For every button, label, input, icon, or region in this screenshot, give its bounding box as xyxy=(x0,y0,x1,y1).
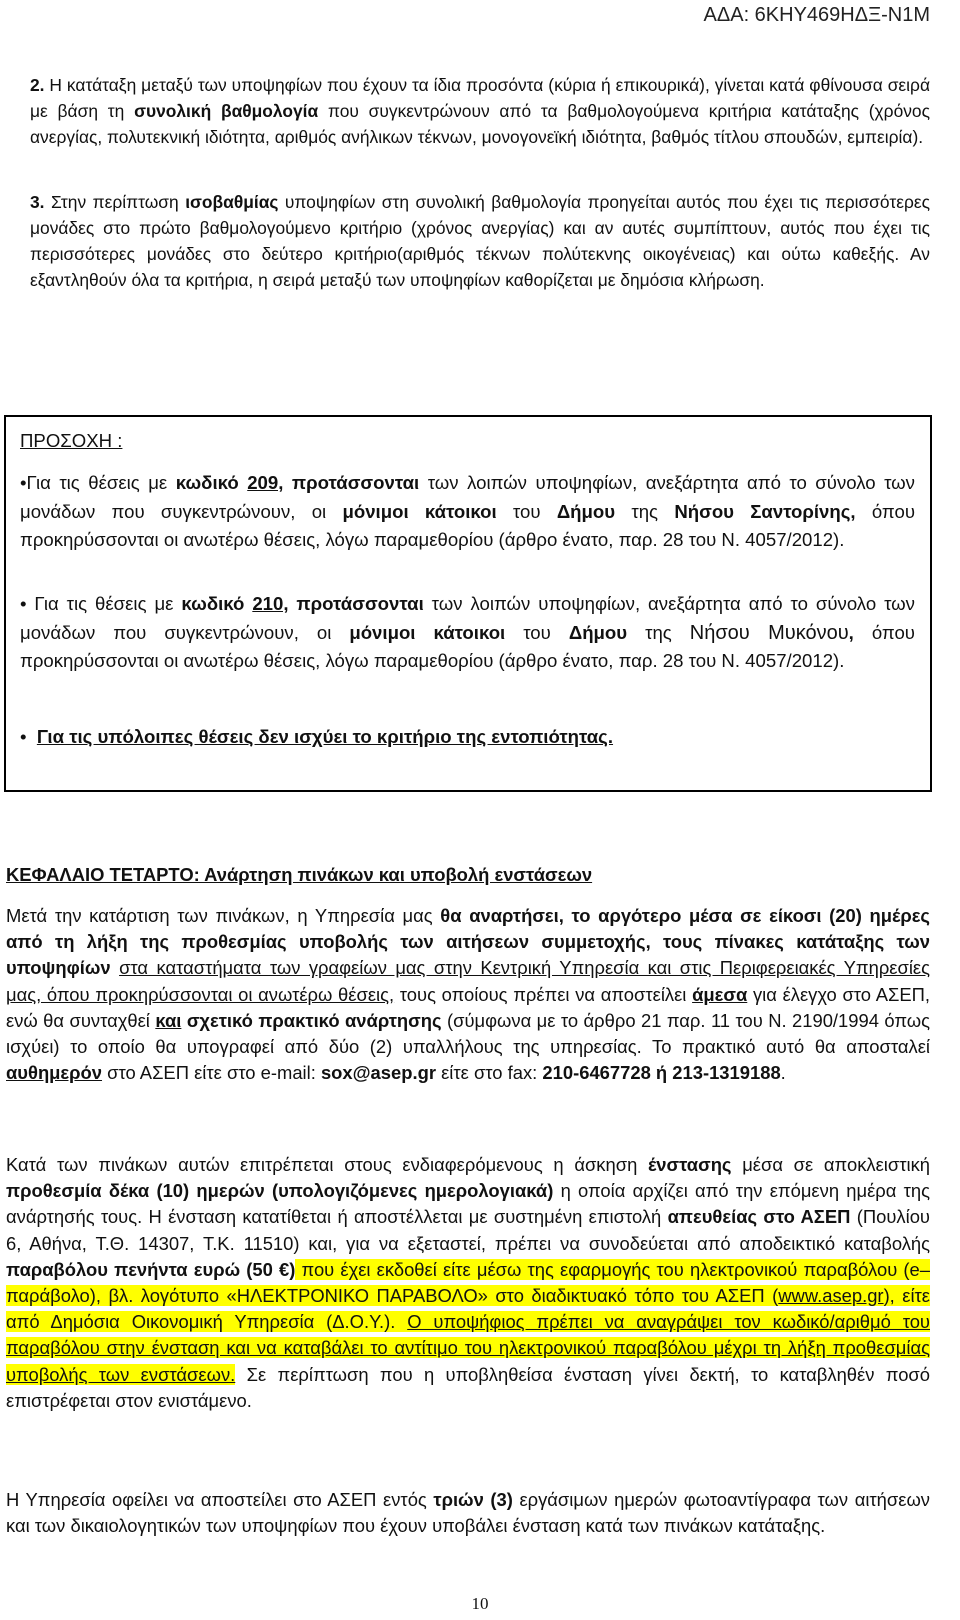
notice-item-other xyxy=(20,723,915,752)
text: . xyxy=(780,1062,786,1084)
paragraph-objection xyxy=(6,1152,930,1414)
bold-text: ισοβαθμίας xyxy=(185,192,279,212)
text: Νήσου Μυκόνου xyxy=(689,621,849,644)
bold-underlined-text: και xyxy=(155,1009,182,1031)
text: Σε περίπτωση που η υποβληθείσα ένσταση γίνει δεκτή, το καταβληθέν ποσό επιστρέφεται στον ενιστάμενο. xyxy=(6,1363,930,1411)
text: (σύμφωνα με το άρθρο 21 παρ. 11 του Ν. 2190/1994 όπως ισχύει) το οποίο θα υπογραφεί από δύο (2) υπαλλήλους της υπηρεσίας. Το πρακτικό αυτό θα αποσταλεί xyxy=(6,1009,931,1058)
underlined-text: στα καταστήματα των γραφείων μας στην Κεντρική Υπηρεσία και στις Περιφερειακές Υπηρεσίες μας, όπου προκηρύσσονται οι ανωτέρω θέσεις, xyxy=(6,957,930,1005)
code-210: 210, xyxy=(252,593,289,614)
text: όπου προκηρύσσονται οι ανωτέρω θέσεις, λόγω παραμεθορίου (άρθρο ένατο, παρ. 28 του Ν. 4057/2012). xyxy=(20,621,915,671)
text: του xyxy=(505,621,569,643)
text: που συγκεντρώνουν από τα βαθμολογούμενα κριτήρια κατάταξης (χρόνος ανεργίας, πολυτεκνική ιδιότητα, αριθμός ανήλικων τέκνων, μονογονεϊκή ιδιότητα, βαθμός τίτλου σπουδών, εμπειρία). xyxy=(30,101,930,147)
highlighted-text: ), είτε από Δημόσια Οικονομική Υπηρεσία (Δ.Ο.Υ.). xyxy=(6,1285,930,1333)
bold-text: Νήσου Σαντορίνης, xyxy=(674,500,856,522)
bold-text: , xyxy=(848,621,854,643)
paragraph-ranking xyxy=(30,72,930,150)
bold-text: Δήμου xyxy=(568,621,628,643)
highlighted-underlined-text: Ο υποψήφιος πρέπει να αναγράψει τον κωδικό/αριθμό του παραβόλου στην ένσταση και να καταβάλει το αντίτιμο του ηλεκτρονικού παραβόλου μέχρι τη λήξη προθεσμίας υποβολής των ενστάσεων. xyxy=(6,1311,930,1385)
page-number: 10 xyxy=(471,1594,489,1613)
text: της xyxy=(615,500,675,522)
bold-text: ένστασης xyxy=(648,1154,732,1175)
text: Η Υπηρεσία οφείλει να αποστείλει στο ΑΣΕΠ εντός xyxy=(6,1489,434,1510)
item-number: 2. xyxy=(30,75,45,95)
paragraph-posting xyxy=(6,903,930,1086)
text xyxy=(111,957,119,978)
ada-code: ΑΔΑ: 6ΚΗΥ469ΗΔΞ-Ν1Μ xyxy=(703,4,930,26)
email-address: sox@asep.gr xyxy=(320,1062,436,1084)
text: Κατά των πινάκων αυτών επιτρέπεται στους ενδιαφερόμενους η άσκηση xyxy=(6,1154,648,1175)
notice-item-210 xyxy=(20,590,915,676)
bold-underlined-text: άμεσα xyxy=(692,983,748,1005)
item-number: 3. xyxy=(30,192,45,212)
text: Μετά την κατάρτιση των πινάκων, η Υπηρεσία μας xyxy=(6,905,441,926)
text: των λοιπών υποψηφίων, ανεξάρτητα από το σύνολο των μονάδων που συγκεντρώνουν, οι xyxy=(20,593,915,643)
code-209: 209, xyxy=(247,472,284,493)
bold-text: μόνιμοι κάτοικοι xyxy=(349,621,506,643)
chapter-title-text: ΚΕΦΑΛΑΙΟ ΤΕΤΑΡΤΟ: Ανάρτηση πινάκων και υποβολή ενστάσεων xyxy=(6,864,593,885)
bullet-icon: • xyxy=(20,593,27,614)
bold-underlined-text: Για τις υπόλοιπες θέσεις δεν ισχύει το κριτήριο της εντοπιότητας. xyxy=(36,726,614,747)
text: (Πουλίου 6, Αθήνα, Τ.Θ. 14307, Τ.Κ. 11510) και, για να εξεταστεί, πρέπει να συνοδεύεται από αποδεικτικό καταβολής xyxy=(6,1206,930,1254)
text: του xyxy=(496,500,557,522)
text: Για τις θέσεις με xyxy=(26,472,176,493)
paragraph-copies xyxy=(6,1487,930,1539)
bold-text: συνολική βαθμολογία xyxy=(134,101,319,121)
text: εργάσιμων ημερών φωτοαντίγραφα των αιτήσεων και των δικαιολογητικών των υποψηφίων που έχουν υποβάλει ένσταση κατά των πινάκων κατάταξης. xyxy=(6,1489,931,1537)
paragraph-tie xyxy=(30,189,930,293)
bold-text: κωδικό xyxy=(181,593,253,614)
text: είτε στο fax: xyxy=(435,1062,543,1084)
text: μέσα σε αποκλειστική xyxy=(731,1154,930,1175)
bullet-icon: • xyxy=(20,726,27,747)
text: Για τις θέσεις με xyxy=(26,593,182,614)
bold-text: απευθείας στο ΑΣΕΠ xyxy=(667,1206,851,1228)
text: η οποία αρχίζει από την επόμενη ημέρα της ανάρτησής τους. Η ένσταση κατατίθεται ή αποστέλλεται με συστημένη επιστολή xyxy=(6,1180,930,1228)
bold-text: προθεσμία δέκα (10) ημερών (υπολογιζόμενες ημερολογιακά) xyxy=(6,1180,554,1202)
notice-item-209 xyxy=(20,469,915,555)
text: Στην περίπτωση xyxy=(44,192,186,212)
highlighted-text: που έχει εκδοθεί είτε μέσω της εφαρμογής του ηλεκτρονικού παραβόλου (e–παράβολο), βλ. λογότυπο «ΗΛΕΚΤΡΟΝΙΚΟ ΠΑΡΑΒΟΛΟ» στο διαδικτυακό τόπο του ΑΣΕΠ ( xyxy=(6,1258,930,1307)
notice-title-text: ΠΡΟΣΟΧΗ : xyxy=(20,430,123,451)
text: της xyxy=(627,621,690,643)
bold-text: θα αναρτήσει, το αργότερο μέσα σε είκοσι (20) ημέρες από τη λήξη της προθεσμίας υποβολής των αιτήσεων συμμετοχής, τους πίνακες κατάταξης των υποψηφίων xyxy=(6,905,930,979)
bold-text: παραβόλου πενήντα ευρώ (50 €) xyxy=(6,1258,296,1280)
text: των λοιπών υποψηφίων, ανεξάρτητα από το σύνολο των μονάδων που συγκεντρώνουν, οι xyxy=(20,472,915,522)
notice-box xyxy=(4,415,932,792)
text: για έλεγχο στο ΑΣΕΠ, ενώ θα συνταχθεί xyxy=(6,983,931,1031)
bold-text: κωδικό xyxy=(175,472,248,493)
text: τους οποίους πρέπει να αποστείλει xyxy=(394,983,693,1005)
text: υποψηφίων στη συνολική βαθμολογία προηγείται αυτός που έχει τις περισσότερες μονάδες στο πρώτο βαθμολογούμενο κριτήριο (χρόνος ανεργίας) και αν αυτές συμπίπτουν, αυτός που έχει τις περισσότερες μονάδες στο δεύτερο κριτήριο(αριθμός τέκνων πολύτεκνης οικογένειας) και ούτω καθεξής. Αν εξαντληθούν όλα τα κριτήρια, η σειρά μεταξύ των υποψηφίων καθορίζεται με δημόσια κλήρωση. xyxy=(30,192,930,290)
bold-text: σχετικό πρακτικό ανάρτησης xyxy=(181,1009,442,1031)
bullet-icon: • xyxy=(20,472,27,493)
bold-text: Δήμου xyxy=(556,500,616,522)
fax-numbers: 210-6467728 ή 213-1319188 xyxy=(542,1062,781,1084)
bold-text: μόνιμοι κάτοικοι xyxy=(342,500,497,522)
bold-text: τριών (3) xyxy=(433,1489,513,1510)
chapter-title xyxy=(6,862,930,888)
text: όπου προκηρύσσονται οι ανωτέρω θέσεις, λόγω παραμεθορίου (άρθρο ένατο, παρ. 28 του Ν. 4057/2012). xyxy=(20,500,915,550)
notice-title xyxy=(20,427,915,456)
bold-text: προτάσσονται xyxy=(283,472,420,493)
text: Η κατάταξη μεταξύ των υποψηφίων που έχουν τα ίδια προσόντα (κύρια ή επικουρικά), γίνεται κατά φθίνουσα σειρά με βάση τη xyxy=(30,75,930,121)
asep-link[interactable]: www.asep.gr xyxy=(778,1285,884,1307)
bold-text: προτάσσονται xyxy=(288,593,424,614)
bold-underlined-text: αυθημερόν xyxy=(6,1062,103,1084)
text: στο ΑΣΕΠ είτε στο e-mail: xyxy=(102,1062,321,1084)
